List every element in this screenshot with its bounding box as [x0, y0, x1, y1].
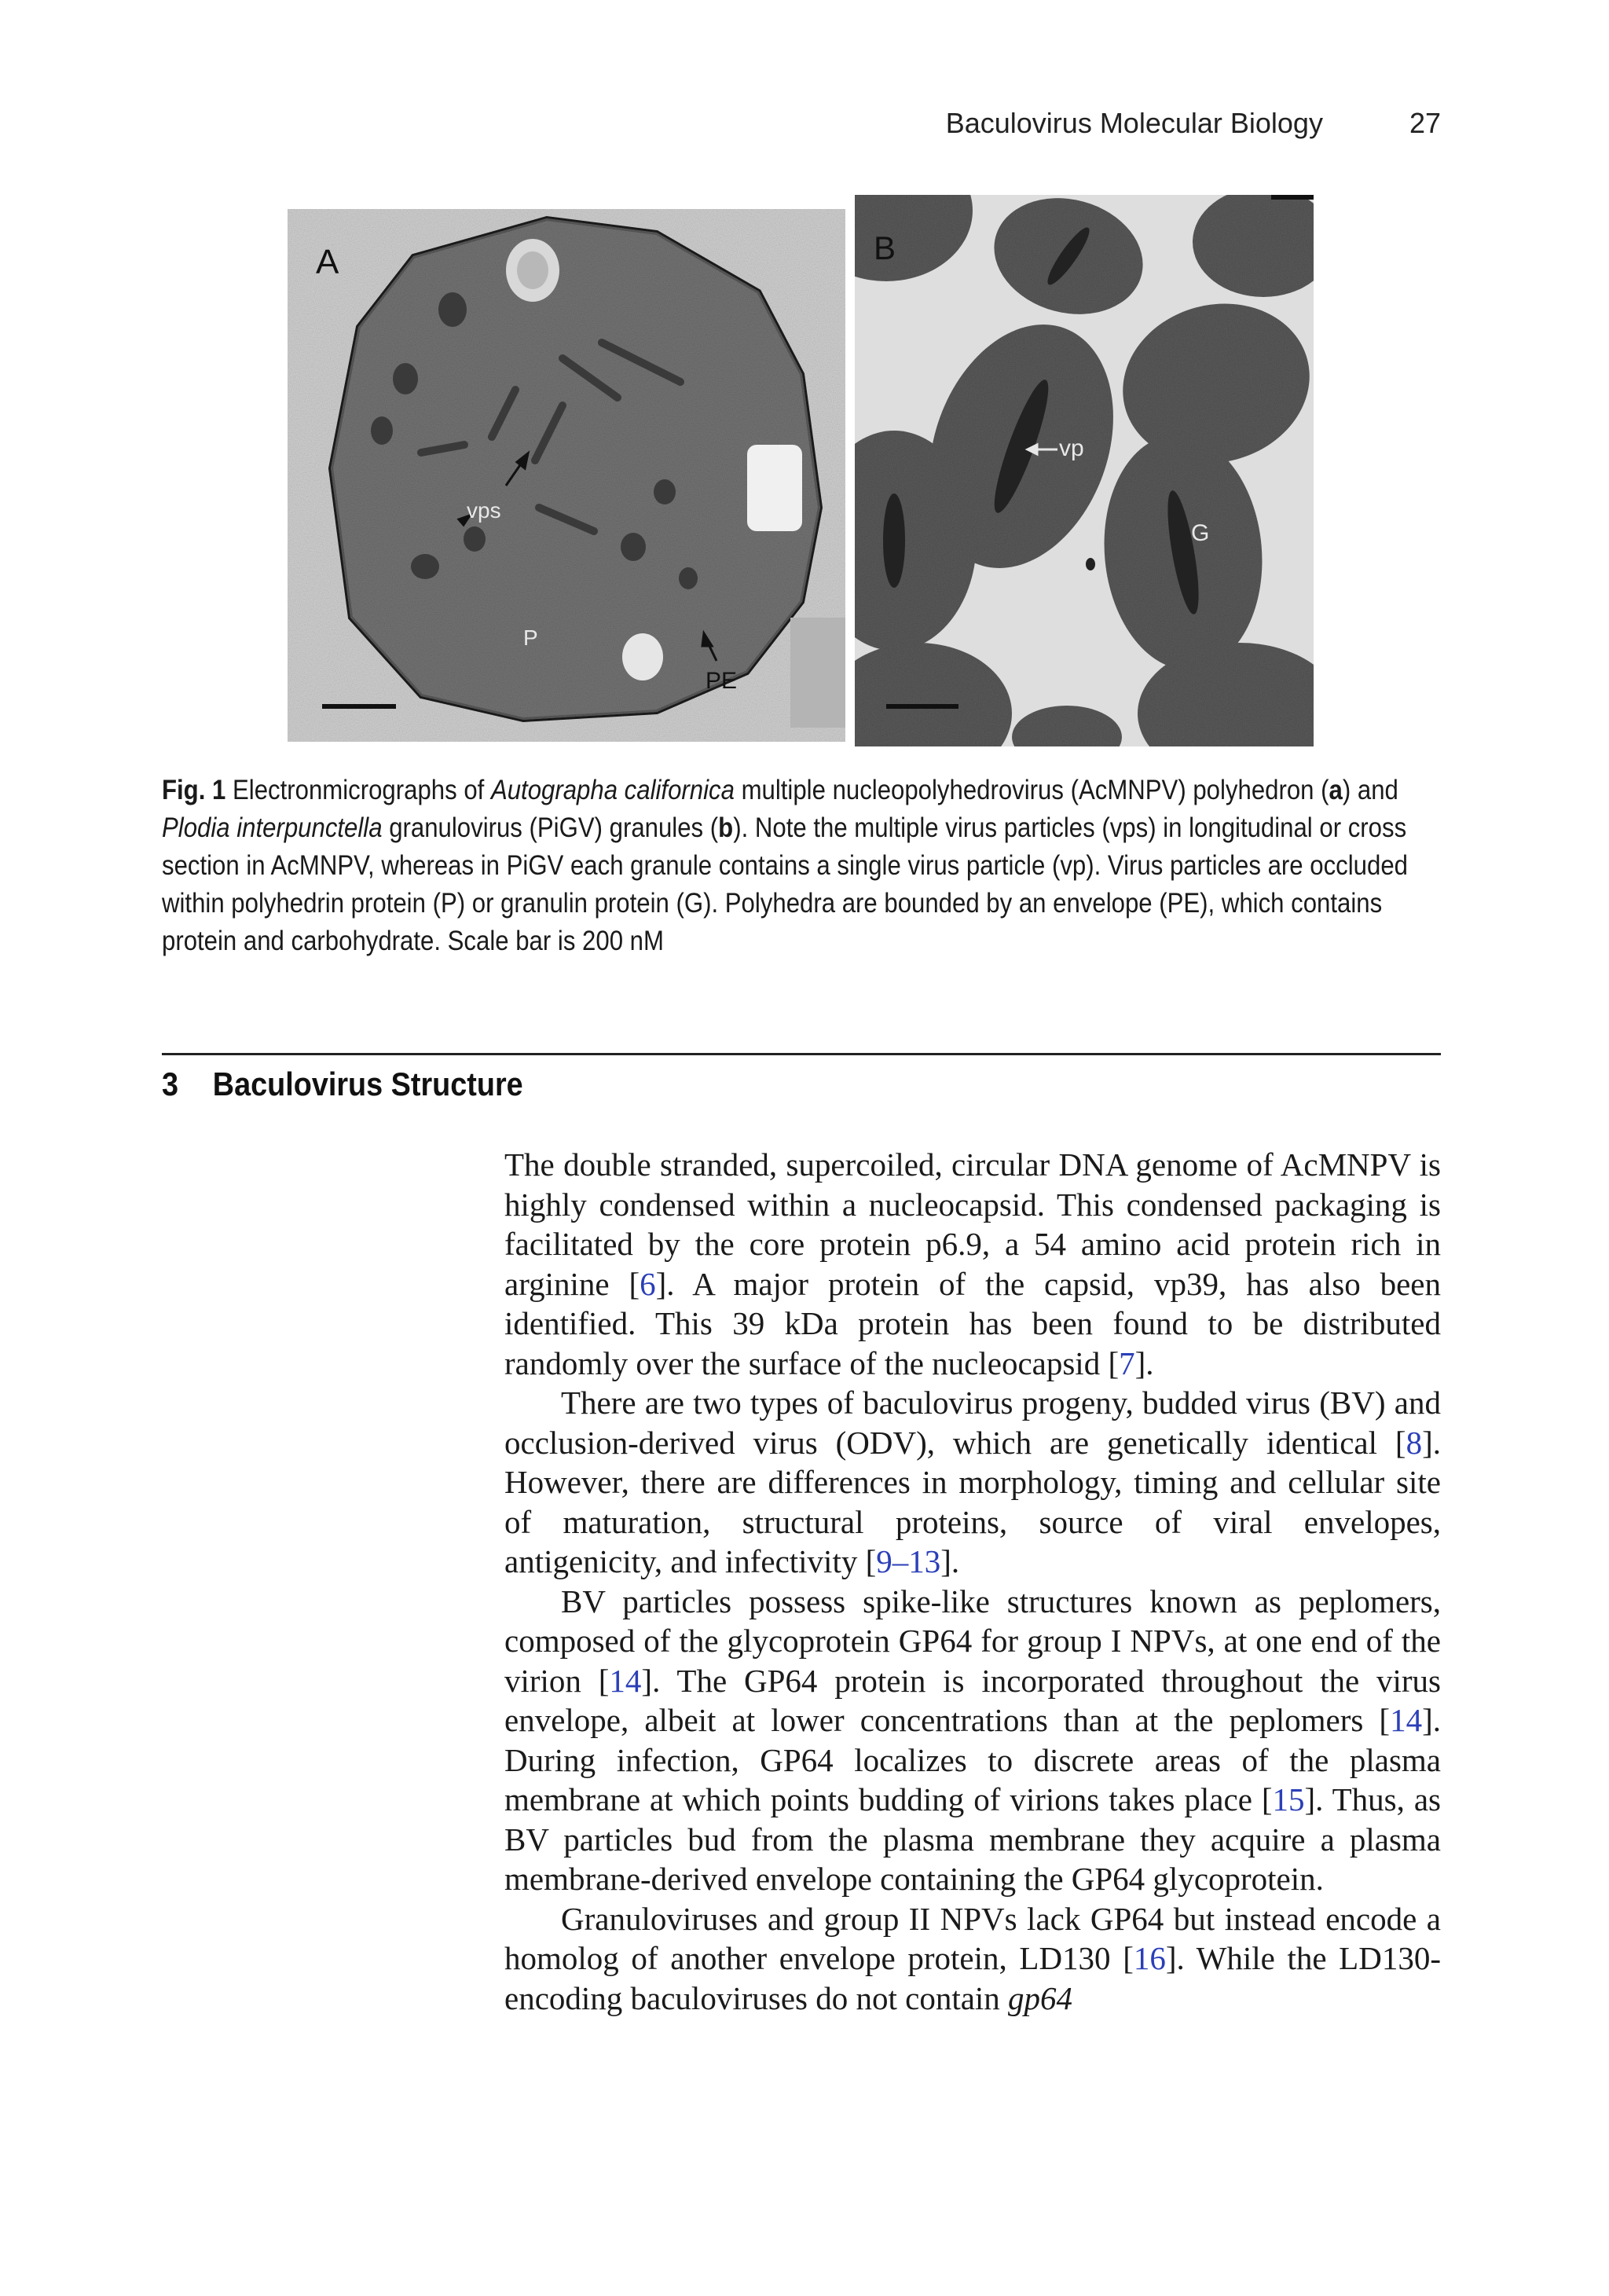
- body-text: [504, 1145, 1441, 2018]
- label-g: G: [1191, 520, 1210, 546]
- citation-link[interactable]: 7: [1119, 1344, 1135, 1381]
- citation-link[interactable]: 6: [640, 1265, 656, 1302]
- micrograph-panel-b: [855, 195, 1314, 746]
- figure-label: Fig. 1: [162, 775, 226, 805]
- running-title: Baculovirus Molecular Biology: [945, 107, 1323, 139]
- section-rule: [162, 1053, 1441, 1055]
- page-number: 27: [1409, 107, 1441, 139]
- figure-caption: Fig. 1 Electronmicrographs of Autographa californica multiple nucleopolyhedrovirus (AcMNPV) polyhedron (a) and Plodia interpunctella granulovirus (PiGV) granules (b). Note the multiple virus particles (vps) in longitudinal or cross section in AcMNPV, whereas in PiGV each granule contains a single virus particle (vp). Virus particles are occluded within polyhedrin protein (P) or granulin protein (G). Polyhedra are bounded by an envelope (PE), which contains protein and carbohydrate. Scale bar is 200 nM: [162, 775, 1408, 956]
- citation-link[interactable]: 15: [1272, 1781, 1305, 1817]
- section-number: 3: [162, 1065, 179, 1102]
- citation-link[interactable]: 9–13: [876, 1543, 941, 1579]
- label-pe: PE: [706, 668, 738, 694]
- label-vp: vp: [1059, 435, 1084, 461]
- svg-text:A: A: [316, 243, 339, 281]
- paragraph: BV particles possess spike-like structures known as peplomers, composed of the glycoprotein GP64 for group I NPVs, at one end of the virion [14]. The GP64 protein is incorporated throughout the virus envelope, albeit at lower concentrations than at the peplomers [14]. During infection, GP64 localizes to discrete areas of the plasma membrane at which points budding of virions takes place [15]. Thus, as BV particles bud from the plasma membrane they acquire a plasma membrane-derived envelope containing the GP64 glycoprotein.: [504, 1583, 1441, 1897]
- running-head: [864, 107, 1441, 140]
- section-title: Baculovirus Structure: [212, 1065, 523, 1102]
- scale-bar-a: [322, 704, 396, 709]
- citation-link[interactable]: 14: [1390, 1702, 1423, 1738]
- section-heading: [162, 1062, 523, 1106]
- paragraph: There are two types of baculovirus progeny, budded virus (BV) and occlusion-derived virus (ODV), which are genetically identical [8]. However, there are differences in morphology, timing and cellular site of maturation, structural proteins, source of viral envelopes, antigenicity, and infectivity [9–13].: [504, 1385, 1441, 1579]
- svg-text:B: B: [874, 229, 896, 266]
- citation-link[interactable]: 14: [609, 1662, 642, 1699]
- label-p: P: [523, 625, 538, 650]
- paragraph: Granuloviruses and group II NPVs lack GP64 but instead encode a homolog of another envelope protein, LD130 [16]. While the LD130-encoding baculoviruses do not contain gp64: [504, 1900, 1441, 2016]
- scale-bar-b: [886, 704, 958, 709]
- micrograph-panel-a: [288, 209, 845, 742]
- label-vps: vps: [467, 498, 501, 523]
- citation-link[interactable]: 8: [1406, 1424, 1423, 1461]
- paragraph: The double stranded, supercoiled, circular DNA genome of AcMNPV is highly condensed within a nucleocapsid. This condensed packaging is facilitated by the core protein p6.9, a 54 amino acid protein rich in arginine [6]. A major protein of the capsid, vp39, has also been identified. This 39 kDa protein has been found to be distributed randomly over the surface of the nucleocapsid [7].: [504, 1146, 1441, 1381]
- citation-link[interactable]: 16: [1133, 1940, 1166, 1976]
